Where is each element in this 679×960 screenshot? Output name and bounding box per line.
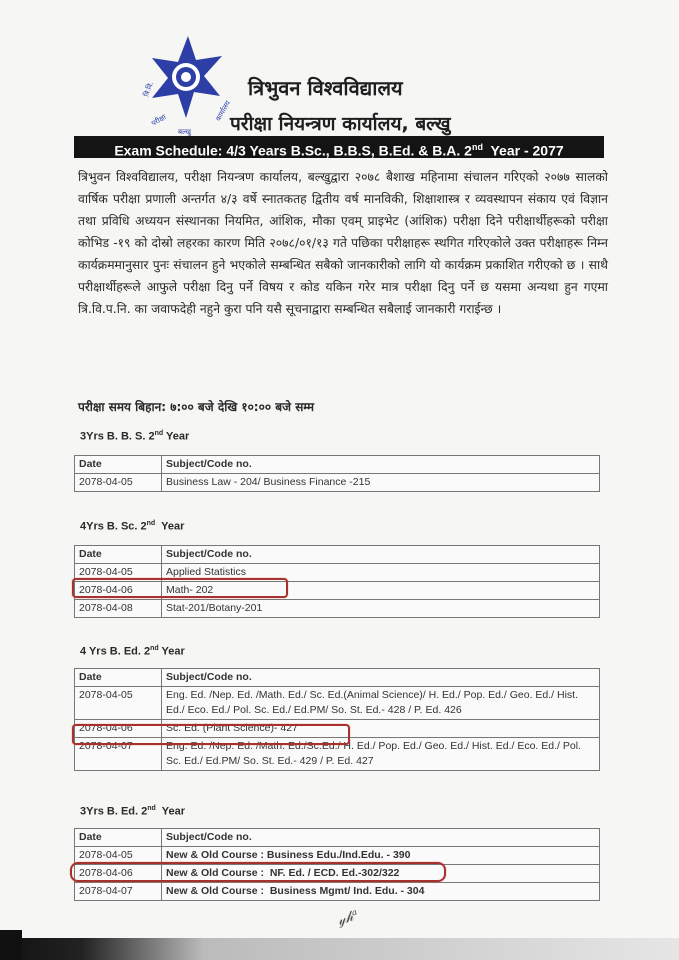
schedule-table-bsc [74, 545, 600, 618]
office-name: परीक्षा नियन्त्रण कार्यालय, बल्खु [230, 113, 451, 135]
table-row [75, 738, 600, 771]
row-date: 2078-04-06 [75, 865, 162, 883]
section-title-bed-4yrs [80, 645, 185, 658]
section-title-suffix: Year [163, 430, 190, 443]
row-subject: Business Law - 204/ Business Finance -215 [162, 474, 600, 492]
table-header-row [75, 829, 600, 847]
photo-edge-corner [0, 930, 22, 960]
table-row [75, 564, 600, 582]
table-header-row [75, 669, 600, 687]
section-title-text: 4Yrs B. Sc. 2 [80, 520, 147, 533]
svg-text:त्रि.वि.: त्रि.वि. [143, 81, 156, 98]
table-header-row [75, 456, 600, 474]
svg-text:परीक्षा: परीक्षा [150, 113, 168, 128]
section-title-text: 4 Yrs B. Ed. 2 [80, 645, 151, 658]
row-date: 2078-04-06 [75, 582, 162, 600]
section-title-bbs [80, 430, 189, 443]
section-title-sup: nd [154, 430, 164, 437]
schedule-table-bed-3yrs [74, 828, 600, 901]
section-title-text: 3Yrs B. Ed. 2 [80, 805, 148, 818]
banner-sup: nd [471, 142, 483, 152]
svg-text:बल्खु: बल्खु [178, 129, 191, 136]
exam-time: परीक्षा समय बिहान: ७:०० बजे देखि १०:०० बजे सम्म [78, 400, 315, 414]
table-row [75, 847, 600, 865]
section-title-suffix: Year [158, 645, 185, 658]
row-subject: Math- 202 [162, 582, 600, 600]
section-title-suffix: Year [155, 520, 185, 533]
row-date: 2078-04-05 [75, 474, 162, 492]
section-title-sup: nd [150, 645, 159, 652]
university-name: त्रिभुवन विश्वविद्यालय [248, 76, 403, 100]
row-subject: Eng. Ed. /Nep. Ed. /Math. Ed./Sc.Ed./ H. Ed./ Pop. Ed./ Geo. Ed./ Hist. Ed./ Eco. Ed./ Pol. Sc. Ed./ Ed.PM/ So. St. Ed.- 429 / P. Ed. 427 [162, 738, 600, 771]
row-date: 2078-04-05 [75, 687, 162, 720]
section-title-sup: nd [146, 520, 156, 527]
banner-text-prefix: Exam Schedule: 4/3 Years B.Sc., B.B.S, B.Ed. & B.A. 2 [114, 142, 472, 159]
exam-schedule-banner [74, 136, 604, 158]
banner-text-suffix: Year - 2077 [482, 142, 564, 159]
section-title-sup: nd [147, 805, 156, 812]
section-title-suffix: Year [155, 805, 185, 818]
schedule-table-bed-4yrs [74, 668, 600, 771]
row-subject: New & Old Course : Business Mgmt/ Ind. Edu. - 304 [162, 883, 600, 901]
letterhead [130, 30, 610, 140]
notice-paragraph: त्रिभुवन विश्वविद्यालय, परीक्षा नियन्त्रण कार्यालय, बल्खुद्वारा २०७८ बैशाख महिनामा संचालन गरिएको २०७७ सालको वार्षिक परीक्षा प्रणाली अन्तर्गत ४/३ वर्षे स्नातकतह द्वितीय वर्ष मानविकी, शिक्षाशास्त्र र व्यवस्थापन संकाय एवं विज्ञान तथा प्रविधि अध्ययन संस्थानका नियमित, आंशिक, मौका एवम् प्राइभेट (आंशिक) परीक्षा दिने परीक्षार्थीहरूको परीक्षा कोभिड -१९ को दोस्रो लहरका कारण मिति २०७८/०१/१३ गते पछिका परीक्षाहरू स्थगित गरिएकोले उक्त परीक्षाहरू निम्न कार्यक्रममानुसार पुनः संचालन हुने भएकोले सम्बन्धित सबैको जानकारीको लागि यो कार्यक्रम प्रकाशित गरीएको छ । साथै परीक्षार्थीहरूले आफुले परीक्षा दिनु पर्ने विषय र कोड यकिन गरेर मात्र परीक्षा दिनु पर्ने छ यसमा अन्यथा हुन गएमा त्रि.वि.प.नि. का जवाफदेही नहुने कुरा पनि यसै सूचनाद्वारा सम्बन्धित सबैलाई जानकारी गराईन्छ । [78, 170, 608, 316]
column-header-subject: Subject/Code no. [162, 669, 600, 687]
column-header-subject: Subject/Code no. [162, 456, 600, 474]
column-header-date: Date [75, 829, 162, 847]
table-row [75, 883, 600, 901]
table-row-highlighted [75, 582, 600, 600]
university-logo-icon [130, 30, 240, 140]
row-date: 2078-04-05 [75, 564, 162, 582]
row-subject: Eng. Ed. /Nep. Ed. /Math. Ed./ Sc. Ed.(Animal Science)/ H. Ed./ Pop. Ed./ Geo. Ed./ Hist. Ed./ Eco. Ed./ Pol. Sc. Ed./ Ed.PM/ So. St. Ed.- 428 / P. Ed. 426 [162, 687, 600, 720]
section-title-text: 3Yrs B. B. S. 2 [80, 430, 155, 443]
table-row [75, 474, 600, 492]
row-date: 2078-04-08 [75, 600, 162, 618]
section-title-bsc [80, 520, 184, 533]
table-row-highlighted [75, 865, 600, 883]
row-date: 2078-04-05 [75, 847, 162, 865]
photo-edge-shadow [0, 938, 679, 960]
row-subject: Applied Statistics [162, 564, 600, 582]
row-date: 2078-04-07 [75, 883, 162, 901]
column-header-subject: Subject/Code no. [162, 546, 600, 564]
schedule-table-bbs [74, 455, 600, 492]
table-row [75, 600, 600, 618]
column-header-date: Date [75, 456, 162, 474]
column-header-date: Date [75, 546, 162, 564]
table-row-highlighted [75, 720, 600, 738]
section-title-bed-3yrs [80, 805, 185, 818]
row-date: 2078-04-07 [75, 738, 162, 771]
svg-text:कार्यालय: कार्यालय [215, 100, 233, 123]
table-row [75, 687, 600, 720]
column-header-date: Date [75, 669, 162, 687]
column-header-subject: Subject/Code no. [162, 829, 600, 847]
row-subject: Sc. Ed. (Plant Science)- 427 [162, 720, 600, 738]
row-subject: New & Old Course : Business Edu./Ind.Edu. - 390 [162, 847, 600, 865]
table-header-row [75, 546, 600, 564]
signature: 𝓎𝒽ᵃ [334, 906, 361, 930]
row-date: 2078-04-06 [75, 720, 162, 738]
row-subject: Stat-201/Botany-201 [162, 600, 600, 618]
row-subject: New & Old Course : NF. Ed. / ECD. Ed.-302/322 [162, 865, 600, 883]
